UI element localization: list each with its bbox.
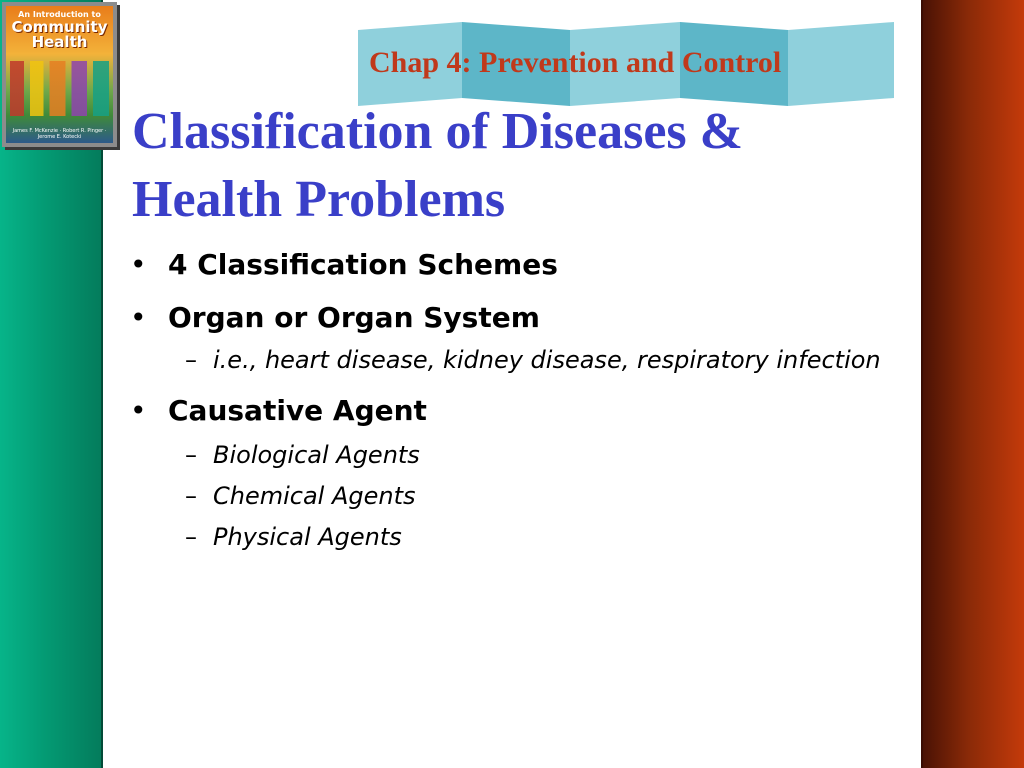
book-authors: James F. McKenzie · Robert R. Pinger · Jerome E. Kotecki xyxy=(12,128,107,140)
slide-content xyxy=(130,245,910,562)
book-cover-image xyxy=(2,2,117,147)
right-decorative-bar xyxy=(921,0,1024,768)
book-town-illustration xyxy=(10,61,109,116)
book-title xyxy=(6,20,113,50)
bullet-dot: • xyxy=(130,301,147,334)
bullet-text: Organ or Organ System xyxy=(168,301,540,334)
sub-dash: – xyxy=(185,482,197,510)
bullet-text: 4 Classification Schemes xyxy=(168,248,558,281)
book-pre-title: An Introduction to xyxy=(18,10,101,19)
sub-item xyxy=(130,480,910,513)
sub-item xyxy=(130,439,910,472)
sub-item xyxy=(130,344,913,377)
slide-title: Classification of Diseases & Health Problems xyxy=(132,103,743,228)
book-title-line2: Health xyxy=(31,33,88,51)
bullet-item xyxy=(130,298,910,338)
bullet-dot: • xyxy=(130,248,147,281)
bullet-item xyxy=(130,391,910,431)
book-title-line1: Community xyxy=(11,18,108,36)
book-cover-art xyxy=(6,6,113,143)
chapter-title: Chap 4: Prevention and Control xyxy=(369,46,782,79)
sub-dash: – xyxy=(185,346,197,374)
bullet-dot: • xyxy=(130,394,147,427)
sub-item xyxy=(130,521,910,554)
sub-text: Biological Agents xyxy=(213,441,420,469)
bullet-text: Causative Agent xyxy=(168,394,427,427)
sub-text: Chemical Agents xyxy=(213,482,416,510)
sub-dash: – xyxy=(185,523,197,551)
sub-text: Physical Agents xyxy=(213,523,402,551)
sub-dash: – xyxy=(185,441,197,469)
bullet-item xyxy=(130,245,910,285)
sub-text: i.e., heart disease, kidney disease, respiratory infection xyxy=(213,346,881,374)
